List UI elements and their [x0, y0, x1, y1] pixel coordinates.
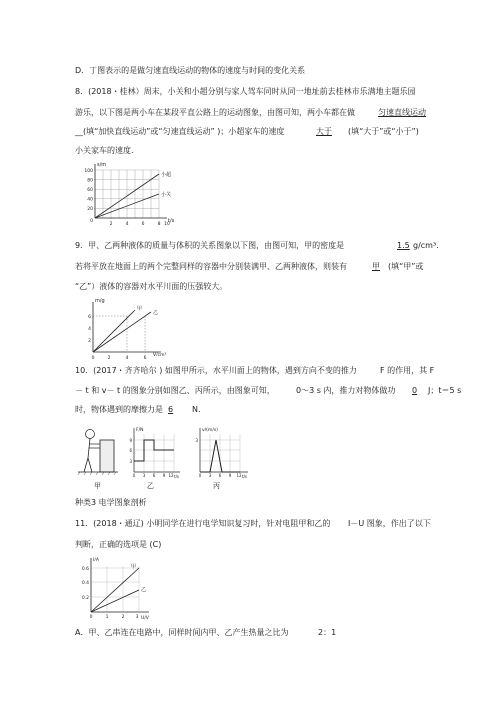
q9-line-2b: (填“甲”或 — [388, 262, 424, 271]
fig11-xtick: 1 — [105, 615, 109, 620]
q8-figure — [75, 162, 185, 230]
fig11-ytick: 0.6 — [81, 567, 89, 572]
q9-answer-1: 1.5 — [397, 241, 410, 250]
q11-option-a: A．甲、乙串连在电路中，同样时间内甲、乙产生热量之比为 — [75, 628, 289, 637]
fig11-ylabel: I/A — [93, 558, 99, 563]
q9-unit: g/cm³. — [413, 241, 439, 250]
fig8-ytick: 60 — [87, 188, 93, 193]
fig8-xtick: 10 — [164, 222, 170, 227]
q10-line-2a: － t 和 v－ t 的图象分别如图乙、丙所示，由图象可知， — [75, 386, 275, 395]
line-jia — [93, 310, 135, 352]
q10-answer-1: 0 — [412, 386, 418, 395]
fig10b-xtick: 3 — [142, 473, 146, 478]
fig11-ytick: 0.2 — [81, 596, 89, 601]
fig10c-xtick: 9 — [228, 473, 232, 478]
fig8-xtick: 4 — [125, 222, 129, 227]
q8-line-2: 游乐，以下图是两小车在某段平直公路上的运动图象，由图可知，两小车都在做 — [75, 108, 355, 117]
fig10c-xtick: 3 — [208, 473, 212, 478]
line-resistor-yi — [91, 590, 139, 612]
fig9-ylabel: m/g — [95, 298, 105, 304]
fig10c-ytick: 3 — [195, 438, 198, 443]
q8-line-3b: (填“大于”或“小于”) — [348, 127, 419, 136]
section-heading: 种类3 电学图象剖析 — [75, 498, 147, 507]
fig9-xtick: 0 — [91, 356, 95, 361]
box-icon — [100, 440, 114, 472]
fig11-xlabel: U/V — [141, 616, 149, 621]
fig11-xtick: 2 — [121, 615, 125, 620]
fig8-xtick: 6 — [141, 222, 145, 227]
fig9-xtick: 6 — [143, 356, 147, 361]
fig10-label-c: 丙 — [213, 482, 220, 490]
fig8-ytick: 20 — [87, 207, 93, 212]
fig8-ytick: 80 — [87, 178, 93, 184]
fig10c-xlabel: t/s — [242, 474, 247, 479]
q10-line-1a: 10．(2017・齐齐哈尔 ) 如图甲所示，水平川面上的物体，遇到方向不变的推力 — [75, 366, 357, 375]
person-head-icon — [86, 430, 95, 439]
fig9-ytick: 6 — [88, 315, 91, 320]
fig9-xtick: 2 — [107, 356, 111, 361]
q9-line-2a: 若将平放在地面上的两个完整同样的容器中分别装满甲、乙两种液体，则装有 — [75, 262, 347, 271]
fig10b-ylabel: F/N — [136, 428, 144, 433]
q9-figure — [75, 298, 185, 362]
q10-figure-b — [124, 426, 184, 482]
line-resistor-jia — [91, 568, 139, 612]
fig10c-xtick: 12 — [236, 473, 242, 478]
q11-option-a-ratio: 2：1 — [318, 628, 337, 637]
q8-answer-2: 大于 — [316, 127, 332, 136]
fig8-line-a-label: 小超 — [161, 172, 172, 178]
fig8-xtick: 2 — [109, 222, 113, 227]
fig11-xtick: 0 — [89, 615, 93, 620]
q11-line-2: 判断，正确的选项是 (C) — [75, 540, 162, 549]
q9-answer-2: 甲 — [372, 262, 380, 271]
fig10b-xtick: 0 — [132, 473, 136, 478]
q11-line-1b: I－U 图象，作出了以下 — [348, 519, 431, 528]
fig8-ytick: 100 — [84, 169, 93, 174]
q8-line-4: 小关家车的速度. — [75, 146, 134, 155]
q10-line-2b: 0～3 s 内，推力对物体做功 — [296, 386, 396, 395]
q9-line-1: 9．甲、乙两种液体的质量与体积的关系图象以下图，由图可知，甲的密度是 — [75, 241, 345, 250]
fig10b-xtick: 9 — [162, 473, 166, 478]
fig10b-ytick: 6 — [129, 448, 132, 453]
fig11-line-a-label: 甲 — [131, 564, 137, 570]
fig9-line-a-label: 甲 — [137, 306, 143, 312]
q10-line-3a: 时，物体遇到的摩擦力是 — [75, 405, 163, 414]
fig11-xtick: 3 — [135, 615, 139, 620]
q11-line-1a: 11．(2018・通辽) 小明同学在进行电学知识复习时，针对电阻甲和乙的 — [75, 519, 331, 528]
fig10b-xtick: 12 — [168, 473, 174, 478]
q10-line-3b: N. — [192, 405, 201, 414]
fig8-xtick: 8 — [157, 222, 161, 227]
fig10c-xtick: 0 — [198, 473, 202, 478]
fig8-ylabel: s/m — [97, 162, 107, 168]
fig9-xlabel: V/cm³ — [153, 353, 167, 358]
fig10c-ylabel: v/(m/s) — [202, 428, 218, 433]
q8-answer-1: 匀速直线运动 — [378, 108, 426, 117]
q8-line-1: 8．(2018・桂林）周末，小关和小超分别与家人驾车同时从同一地址前去桂林市乐满地主题乐园 — [75, 87, 416, 96]
fig10b-ytick: 3 — [129, 459, 132, 464]
fig10-label-a: 甲 — [94, 482, 101, 490]
fig10b-xlabel: t/s — [174, 474, 179, 479]
fig8-xlabel: t/s — [168, 218, 175, 224]
q10-line-2c: J；t＝5 s — [428, 386, 462, 395]
fig9-ytick: 4 — [88, 327, 91, 332]
q9-line-3: “乙”）液体的容器对水平川面的压强较大。 — [75, 282, 228, 291]
fig8-line-b-label: 小关 — [161, 192, 172, 198]
fig10b-ytick: 9 — [129, 438, 132, 443]
fig10-label-b: 乙 — [147, 482, 154, 490]
fig11-line-b-label: 乙 — [141, 587, 147, 593]
q8-line-3a: __(填“加快直线运动”或“匀速直线运动” )；小超家车的速度 — [75, 127, 285, 136]
q7-option-d: D．丁图表示的是做匀速直线运动的物体的速度与时间的变化关系 — [75, 66, 306, 75]
fig11-ytick: 0.4 — [81, 581, 89, 586]
fig9-ytick: 2 — [88, 339, 91, 344]
fig8-ytick: 40 — [87, 197, 93, 203]
q10-line-1b: F 的作用，其 F — [380, 366, 435, 375]
fig9-xtick: 4 — [125, 356, 129, 361]
q10-figure-a — [78, 428, 118, 478]
fig10c-xtick: 6 — [218, 473, 222, 478]
fig10b-xtick: 6 — [152, 473, 156, 478]
line-yi — [93, 312, 151, 352]
q11-figure — [75, 556, 157, 622]
fig8-ytick: 0 — [90, 219, 93, 224]
fig9-line-b-label: 乙 — [153, 310, 159, 316]
q10-figure-c — [190, 426, 254, 482]
q10-answer-2: 6 — [168, 405, 174, 414]
